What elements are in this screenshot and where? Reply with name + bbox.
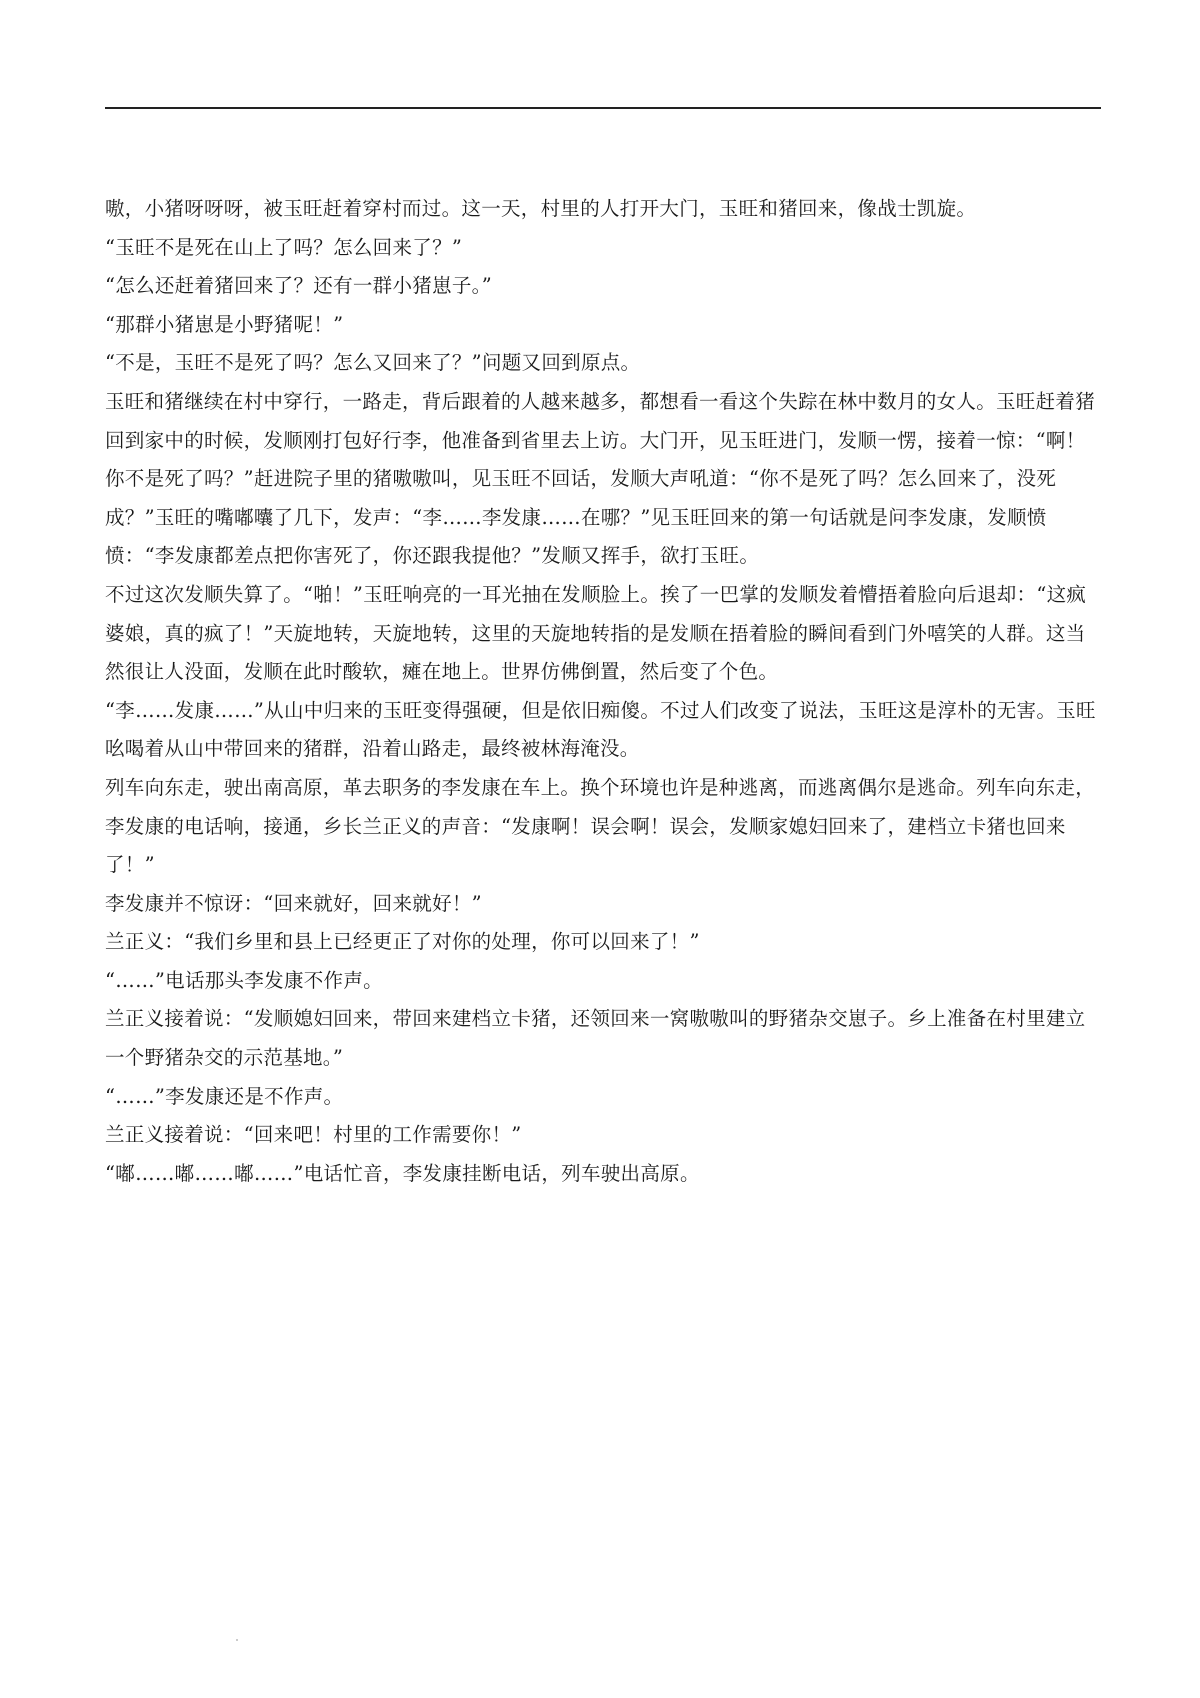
paragraph: 不过这次发顺失算了。“啪！”玉旺响亮的一耳光抽在发顺脸上。挨了一巴掌的发顺发着懵捂着脸向后退却：“这疯婆娘，真的疯了！”天旋地转，天旋地转，这里的天旋地转指的是发顺在捂着脸的瞬间看到门外嘻笑的人群。这当然很让人没面，发顺在此时酸软，瘫在地上。世界仿佛倒置，然后变了个色。 — [105, 582, 1087, 684]
paragraph: 兰正义：“我们乡里和县上已经更正了对你的处理，你可以回来了！” — [105, 930, 700, 954]
document-body — [105, 190, 1101, 1193]
paragraph: “……”电话那头李发康不作声。 — [105, 968, 383, 992]
paragraph: “不是，玉旺不是死了吗？怎么又回来了？”问题又回到原点。 — [105, 351, 641, 375]
paragraph: “……”李发康还是不作声。 — [105, 1084, 344, 1108]
header-rule — [105, 107, 1101, 109]
paragraph: 兰正义接着说：“回来吧！村里的工作需要你！” — [105, 1123, 522, 1147]
paragraph: 兰正义接着说：“发顺媳妇回来，带回来建档立卡猪，还领回来一窝嗷嗷叫的野猪杂交崽子。乡上准备在村里建立一个野猪杂交的示范基地。” — [105, 1007, 1086, 1070]
paragraph: “玉旺不是死在山上了吗？怎么回来了？” — [105, 235, 463, 259]
page-mark — [236, 1639, 238, 1641]
paragraph: 李发康并不惊讶：“回来就好，回来就好！” — [105, 891, 482, 915]
paragraph: 嗷，小猪呀呀呀，被玉旺赶着穿村而过。这一天，村里的人打开大门，玉旺和猪回来，像战士凯旋。 — [105, 197, 977, 220]
paragraph: “那群小猪崽是小野猪呢！” — [105, 312, 344, 336]
paragraph: 列车向东走，驶出南高原，革去职务的李发康在车上。换个环境也许是种逃离，而逃离偶尔是逃命。列车向东走，李发康的电话响，接通，乡长兰正义的声音：“发康啊！误会啊！误会，发顺家媳妇回来了，建档立卡猪也回来了！” — [105, 775, 1096, 877]
paragraph: “嘟……嘟……嘟……”电话忙音，李发康挂断电话，列车驶出高原。 — [105, 1161, 700, 1185]
paragraph: “李……发康……”从山中归来的玉旺变得强硬，但是依旧痴傻。不过人们改变了说法，玉旺这是淳朴的无害。玉旺吆喝着从山中带回来的猪群，沿着山路走，最终被林海淹没。 — [105, 698, 1096, 761]
paragraph: 玉旺和猪继续在村中穿行，一路走，背后跟着的人越来越多，都想看一看这个失踪在林中数月的女人。玉旺赶着猪回到家中的时候，发顺刚打包好行李，他准备到省里去上访。大门开，见玉旺进门，发顺一愣，接着一惊：“啊！你不是死了吗？”赶进院子里的猪嗷嗷叫，见玉旺不回话，发顺大声吼道：“你不是死了吗？怎么回来了，没死成？”玉旺的嘴嘟囔了几下，发声：“李……李发康……在哪？”见玉旺回来的第一句话就是问李发康，发顺愤愤：“李发康都差点把你害死了，你还跟我提他？”发顺又挥手，欲打玉旺。 — [105, 389, 1096, 568]
paragraph: “怎么还赶着猪回来了？还有一群小猪崽子。” — [105, 274, 492, 298]
